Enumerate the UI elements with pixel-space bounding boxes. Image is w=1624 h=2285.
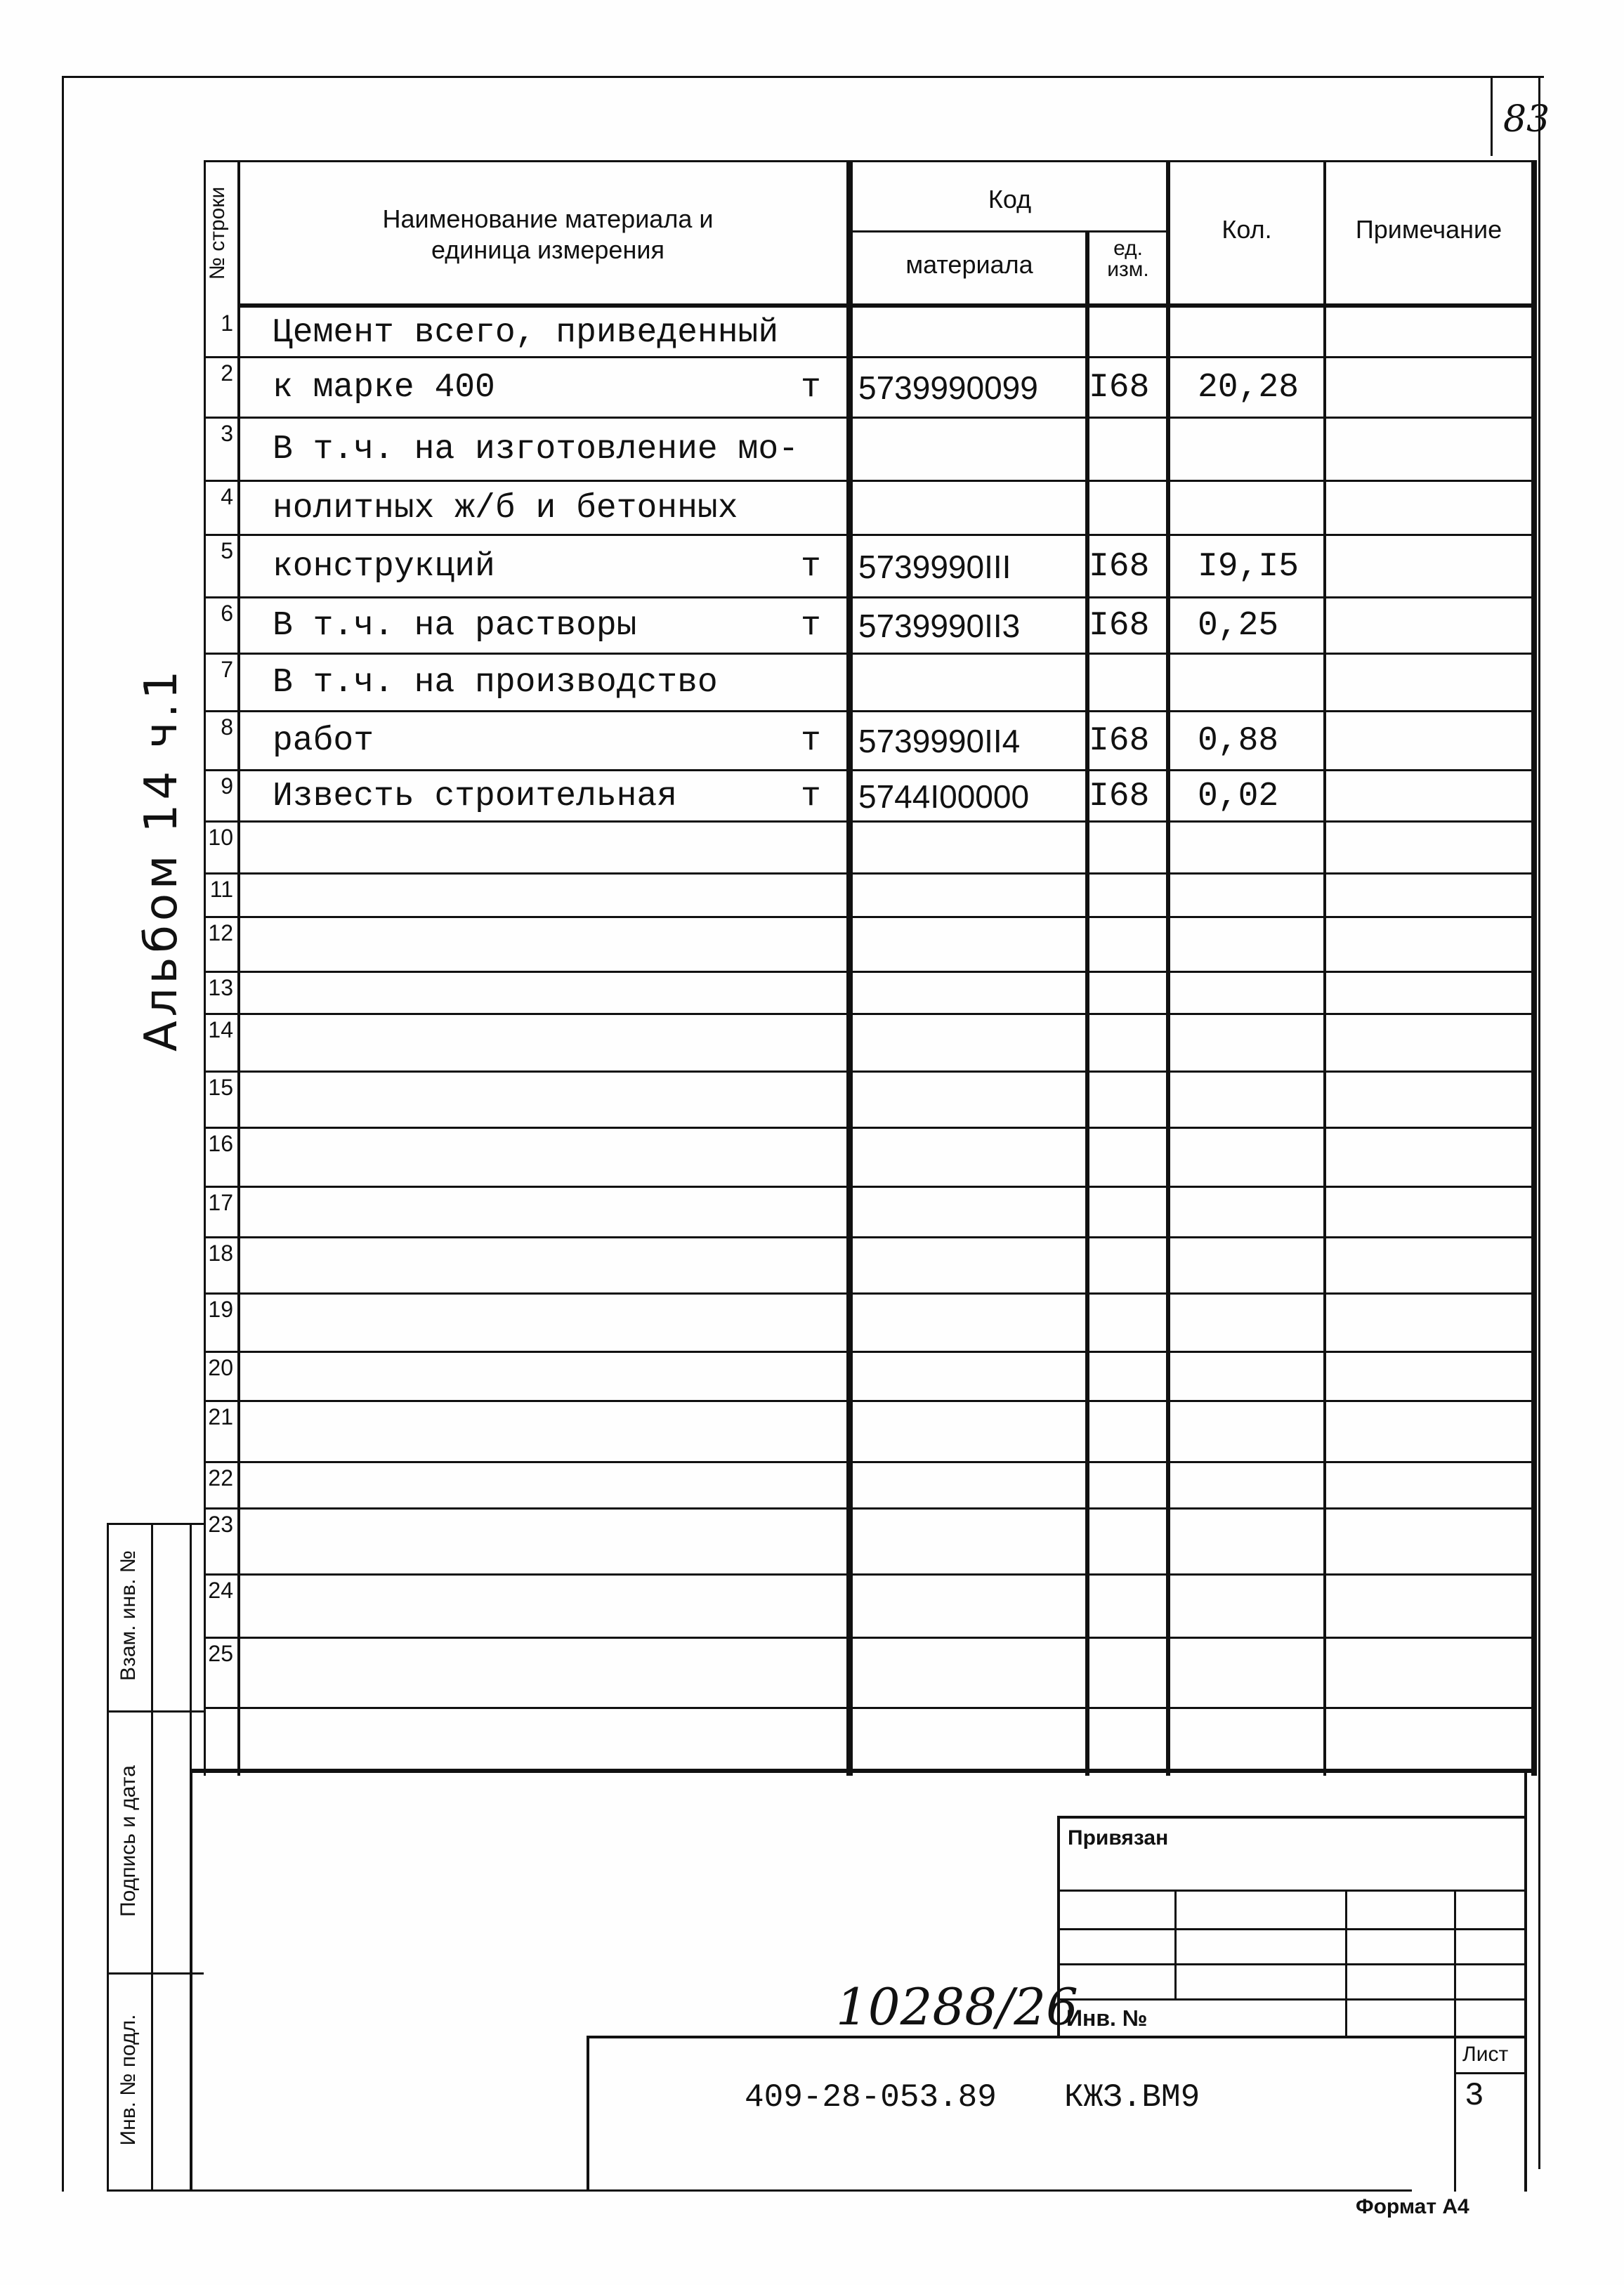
row-number: 22: [208, 1465, 233, 1491]
row-number: 3: [221, 421, 233, 446]
row-divider: [204, 1013, 1537, 1015]
row-divider: [204, 1573, 1537, 1576]
row-name: к марке 400: [273, 369, 495, 407]
row-divider: [204, 417, 1537, 419]
row-divider: [204, 820, 1537, 823]
row-name: В т.ч. на производство: [273, 664, 718, 702]
row-number: 18: [208, 1240, 233, 1266]
row-divider: [204, 1236, 1537, 1238]
row-divider: [204, 1707, 1537, 1709]
header-note: Примечание: [1355, 215, 1502, 244]
row-material-code: 5744I00000: [858, 778, 1030, 815]
row-number: 23: [208, 1512, 233, 1537]
header-code: Код: [988, 185, 1032, 214]
row-unit-code: I68: [1089, 607, 1150, 645]
row-divider: [204, 1461, 1537, 1463]
row-unit-code: I68: [1089, 722, 1150, 760]
header-material: материала: [905, 250, 1033, 279]
row-unit-code: I68: [1089, 369, 1150, 407]
header-name-line1: Наименование материала и: [382, 204, 714, 233]
row-number: 19: [208, 1297, 233, 1322]
row-unit: т: [801, 369, 821, 407]
row-divider: [204, 769, 1537, 771]
row-unit-code: I68: [1089, 547, 1150, 586]
handwritten-number: 10288/26: [836, 1977, 1078, 2036]
album-label: Альбом 14 ч.1: [136, 666, 188, 1052]
header-unit-line2: изм.: [1107, 258, 1149, 281]
row-qty: 0,88: [1198, 722, 1279, 760]
row-qty: 20,28: [1198, 369, 1299, 407]
row-number: 1: [221, 310, 233, 336]
row-divider: [204, 1507, 1537, 1510]
row-unit: т: [801, 547, 821, 586]
row-divider: [204, 971, 1537, 973]
row-unit: т: [801, 722, 821, 760]
row-material-code: 5739990III: [858, 548, 1011, 585]
row-divider: [204, 480, 1537, 482]
row-number: 8: [221, 714, 233, 740]
sheet-label: Лист: [1462, 2043, 1509, 2066]
row-number: 7: [221, 657, 233, 682]
row-number: 13: [208, 975, 233, 1000]
row-unit: т: [801, 607, 821, 645]
row-number: 2: [221, 360, 233, 386]
row-divider: [204, 916, 1537, 918]
row-material-code: 5739990II4: [858, 723, 1021, 759]
row-name: В т.ч. на растворы: [273, 607, 637, 645]
header-qty: Кол.: [1222, 215, 1272, 244]
row-divider: [204, 596, 1537, 598]
row-divider: [204, 1186, 1537, 1188]
row-number: 9: [221, 773, 233, 799]
row-number: 10: [208, 825, 233, 850]
row-number: 17: [208, 1190, 233, 1215]
row-number: 4: [221, 484, 233, 509]
inv-no-label: Инв. №: [1066, 2005, 1148, 2031]
row-number: 14: [208, 1017, 233, 1042]
row-divider: [204, 1292, 1537, 1295]
row-divider: [204, 534, 1537, 536]
row-qty: 0,02: [1198, 777, 1279, 816]
row-number: 16: [208, 1131, 233, 1156]
row-unit: т: [801, 777, 821, 816]
row-divider: [204, 872, 1537, 875]
row-divider: [204, 1637, 1537, 1639]
doc-code: 409-28-053.89: [745, 2079, 997, 2116]
row-name: Известь строительная: [273, 777, 678, 816]
row-divider: [204, 710, 1537, 712]
page-number: 83: [1503, 98, 1550, 140]
row-name: конструкций: [273, 547, 495, 586]
row-unit-code: I68: [1089, 777, 1150, 816]
row-number: 20: [208, 1355, 233, 1380]
row-qty: 0,25: [1198, 607, 1279, 645]
format-label: Формат А4: [1356, 2195, 1469, 2218]
row-name: работ: [273, 722, 374, 760]
header-name-line2: единица измерения: [431, 235, 664, 264]
row-number: 6: [221, 601, 233, 626]
signature-date-label: Подпись и дата: [117, 1765, 140, 1917]
header-unit-line1: ед.: [1113, 237, 1143, 260]
doc-mark: КЖЗ.ВМ9: [1064, 2079, 1200, 2116]
row-name: Цемент всего, приведенный: [273, 313, 779, 352]
inv-no-podl-label: Инв. № подл.: [117, 2014, 140, 2146]
row-divider: [204, 1400, 1537, 1402]
row-divider: [204, 1071, 1537, 1073]
row-divider: [204, 1351, 1537, 1353]
row-name: нолитных ж/б и бетонных: [273, 489, 738, 528]
row-material-code: 5739990099: [858, 369, 1038, 406]
header-row-no: № строки: [206, 186, 229, 280]
sheet-number: 3: [1465, 2078, 1484, 2114]
row-divider: [204, 1127, 1537, 1129]
row-number: 15: [208, 1075, 233, 1100]
row-divider: [204, 653, 1537, 655]
row-material-code: 5739990II3: [858, 608, 1021, 644]
row-number: 11: [209, 877, 233, 902]
row-name: В т.ч. на изготовление мо-: [273, 431, 799, 469]
row-number: 21: [208, 1404, 233, 1429]
row-number: 5: [221, 538, 233, 563]
vzam-inv-label: Взам. инв. №: [117, 1550, 140, 1681]
row-number: 12: [208, 920, 233, 945]
row-number: 24: [208, 1578, 233, 1603]
row-number: 25: [208, 1641, 233, 1666]
row-divider: [204, 356, 1537, 358]
privyazan-label: Привязан: [1068, 1826, 1169, 1849]
row-qty: I9,I5: [1198, 547, 1299, 586]
